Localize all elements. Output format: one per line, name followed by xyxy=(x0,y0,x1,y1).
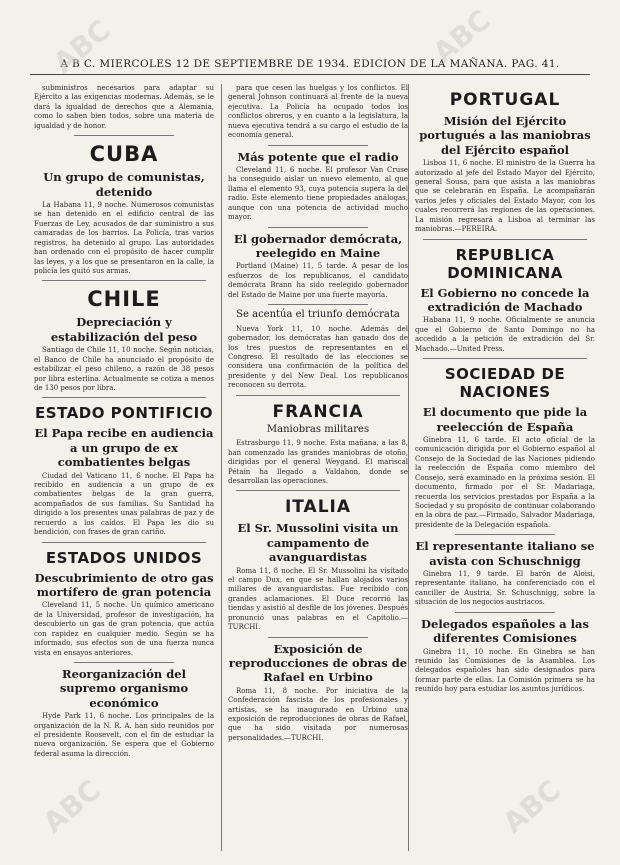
divider xyxy=(42,280,206,281)
divider xyxy=(268,304,368,305)
divider xyxy=(236,490,400,491)
raphael-body: Roma 11, 8 noche. Por iniciativa de la Confederación fascista de los profesionales y artistas, se ha inaugurado en Urbino una exposición de reproducciones de obras de Rafael, que ha sido visitada por numerosas personalidades.—TURCHI. xyxy=(228,686,408,742)
vatican-headline: El Papa recibe en audiencia a un grupo de ex combatientes belgas xyxy=(34,426,214,470)
vatican-body: Ciudad del Vaticano 11, 6 noche. El Papa ha recibido en audiencia a un grupo de ex combatientes belgas de la gran guerra, acompañados de sus familias. Su Santidad ha dirigido a los presentes unas palabras de paz y de recuerdo a los caídos. El Papa les dio su bendición, con frases de gran cariño. xyxy=(34,471,214,537)
divider xyxy=(423,358,587,359)
governor-headline: El gobernador demócrata, reelegido en Maine xyxy=(233,231,403,260)
usa2-headline: Reorganización del supremo organismo económico xyxy=(59,666,189,710)
chile-title: CHILE xyxy=(87,287,161,312)
governor-body: Portland (Maine) 11, 5 tarde. A pesar de los esfuerzos de los republicanos, el candidato demócrata Brann ha sido reelegido gobernador del Estado de Maine por una fuerte mayoría. xyxy=(228,262,408,299)
divider xyxy=(455,534,555,535)
dominican-body: Habana 11, 9 noche. Oficialmente se anuncia que el Gobierno de Santo Domingo no ha accedido a la petición de extradición del Sr. Machado.—United Press. xyxy=(415,316,595,353)
delegates-body: Ginebra 11, 10 noche. En Ginebra se han reunido las Comisiones de la Asamblea. Los delegados españoles han sido designados para formar parte de ellas. La Comisión primera se ha reunido hoy para estudiar los asuntos jurídicos. xyxy=(415,647,595,694)
nations-title: SOCIEDAD DE NACIONES xyxy=(444,365,566,402)
delegates-headline: Delegados españoles a las diferentes Comisiones xyxy=(421,616,589,646)
divider xyxy=(42,542,206,543)
chile-body: Santiago de Chile 11, 10 noche. Según noticias, el Banco de Chile ha anunciado el propósito de estabilizar el peso chileno, a razón de 38 pesos por libra esterlina. Actualmente se cotiza a menos de 130 pesos por libra. xyxy=(34,346,214,392)
usa-headline: Descubrimiento de otro gas mortífero de gran potencia xyxy=(34,570,214,599)
divider xyxy=(455,612,555,613)
divider xyxy=(74,135,174,136)
chile-headline: Depreciación y estabilización del peso xyxy=(50,315,198,344)
usa-title: ESTADOS UNIDOS xyxy=(45,548,203,567)
raphael-headline: Exposición de reproducciones de obras de Rafael en Urbino xyxy=(228,641,408,685)
divider xyxy=(42,397,206,398)
divider xyxy=(74,662,174,663)
dominican-headline: El Gobierno no concede la extradición de Machado xyxy=(420,285,590,314)
watermark-top-left: ABC xyxy=(46,13,117,80)
radio-headline: Más potente que el radio xyxy=(237,149,399,164)
portugal-headline: Misión del Ejército portugués a las maniobras del Ejército español xyxy=(419,114,591,157)
italy-body: Roma 11, 8 noche. El Sr. Mussolini ha visitado el campo Dux, en que se hallan alojados varios millares de avanguardistas. Fue recibido con grandes aclamaciones. El Duce recorrió las tiendas y asistió al desfile de los jóvenes. Después pronunció unas palabras en el Capitolio.—TURCHI. xyxy=(228,566,408,632)
triumph-body: Nueva York 11, 10 noche. Además del gobernador, los demócratas han ganado dos de los tres puestos de representantes en el Congreso. El resultado de las elecciones se considera una confirmación de la política del presidente y del New Deal. Los republicanos reconocen su derrota. xyxy=(228,324,408,390)
header-line: A B C. MIERCOLES 12 DE SEPTIEMBRE DE 1934. EDICION DE LA MAÑANA. PAG. 41. xyxy=(60,58,560,70)
italy-title: ITALIA xyxy=(284,497,352,518)
portugal-title: PORTUGAL xyxy=(449,90,561,110)
watermark-bottom-right: ABC xyxy=(496,773,567,840)
france-title: FRANCIA xyxy=(272,401,364,422)
watermark-top-right: ABC xyxy=(426,3,497,70)
italian-rep-body: Ginebra 11, 9 tarde. El barón de Aloisi, representante italiano, ha conferenciado con el canciller de Austria, Sr. Schuschnigg, sobre la situación de los negocios austriacos. xyxy=(415,570,595,607)
column-2 xyxy=(221,84,408,851)
france-headline: Maniobras militares xyxy=(266,423,370,435)
divider xyxy=(236,395,400,396)
divider xyxy=(268,145,368,146)
france-body: Estrasburgo 11, 9 noche. Esta mañana, a las 8, han comenzado las grandes maniobras de otoño, dirigidas por el general Weygand. El mariscal Pétain ha llegado a Valdahon, donde se desarrollan las operaciones. xyxy=(228,439,408,485)
cuba-body: La Habana 11, 9 noche. Numerosos comunistas se han detenido en el edificio central de las Fuerzas de Ley, acusados de dar suministro a sus camaradas de los barrios. La Policía, tras varios registros, ha detenido al grupo. Las autoridades han ordenado con el propósito de hacer cumplir las leyes, y a los que se presentaron en la calle, la policía les quitó sus armas. xyxy=(34,200,214,275)
column-1 xyxy=(34,84,214,851)
dominican-title: REPUBLICA DOMINICANA xyxy=(447,245,563,282)
triumph-headline: Se acentúa el triunfo demócrata xyxy=(236,309,400,321)
col1-intro: subministros necesarios para adaptar su Ejército a las exigencias modernas. Además, se le dará la igualdad de derechos que a Alemania, como lo saben bien todos, sobre una materia de igualdad y de honor. xyxy=(34,84,214,130)
italian-rep-headline: El representante italiano se avista con Schuschnigg xyxy=(415,539,595,568)
nations-headline: El documento que pide la reelección de España xyxy=(422,405,588,434)
divider xyxy=(268,637,368,638)
nations-body: Ginebra 11, 6 tarde. El acto oficial de la comunicación dirigida por el Gobierno español al Consejo de la Sociedad de las Naciones pidiendo la reelección de España como miembro del Consejo, será examinado en la próxima sesión. El documento, firmado por el Sr. Madariaga, recuerda los servicios prestados por España a la Sociedad y su propósito de continuar colaborando en la obra de paz.—Firmado, Salvador Madariaga, presidente de la Delegación española. xyxy=(415,435,595,529)
italy-headline: El Sr. Mussolini visita un campamento de avanguardistas xyxy=(237,521,399,565)
watermark-bottom-left: ABC xyxy=(36,773,107,840)
divider xyxy=(423,239,587,240)
vatican-title: ESTADO PONTIFICIO xyxy=(35,404,213,423)
cuba-headline: Un grupo de comunistas, detenido xyxy=(43,170,205,199)
cuba-title: CUBA xyxy=(89,142,159,167)
header-rule xyxy=(30,74,590,75)
column-3 xyxy=(408,84,595,851)
radio-body: Cleveland 11, 6 noche. El profesor Van Cruse ha conseguido aislar un nuevo elemento, al que llama el elemento 93, cuya potencia supera la del radio. Este elemento tiene propiedades análogas, aunque con una potencia de actividad mucho mayor. xyxy=(228,166,408,222)
usa2-body: Hyde Park 11, 6 noche. Los principales de la organización de la N. R. A. han sido reunidos por el presidente Roosevelt, con el fin de estudiar la nueva organización. Se espera que el Gobierno federal asuma la dirección. xyxy=(34,712,214,758)
col2-intro: para que cesen las huelgas y los conflictos. El general Johnson continuará al frente de la nueva ejecutiva. La Policía ha ocupado todos los conflictos obreros, y en cuanto a la legislatura, la nueva ejecutiva tendrá a su cargo el estudio de la economía general. xyxy=(228,84,408,140)
divider xyxy=(268,227,368,228)
usa-body: Cleveland 11, 5 noche. Un químico americano de la Universidad, profesor de investigación, ha descubierto un gas de gran potencia, que actúa con rapidez en cualquier medio. Según se ha informado, sus efectos son de una fuerza nunca vista en ensayos anteriores. xyxy=(34,601,214,657)
portugal-body: Lisboa 11, 6 noche. El ministro de la Guerra ha autorizado al jefe del Estado Mayor del Ejército, general Sousa, para que asista a las maniobras que se celebrarán en España. Le acompañarán varios jefes y oficiales del Estado Mayor, con los cuales recorrerá las regiones de las operaciones. La misión regresará a Lisboa al terminar las maniobras.—PEREIRA. xyxy=(415,159,595,234)
